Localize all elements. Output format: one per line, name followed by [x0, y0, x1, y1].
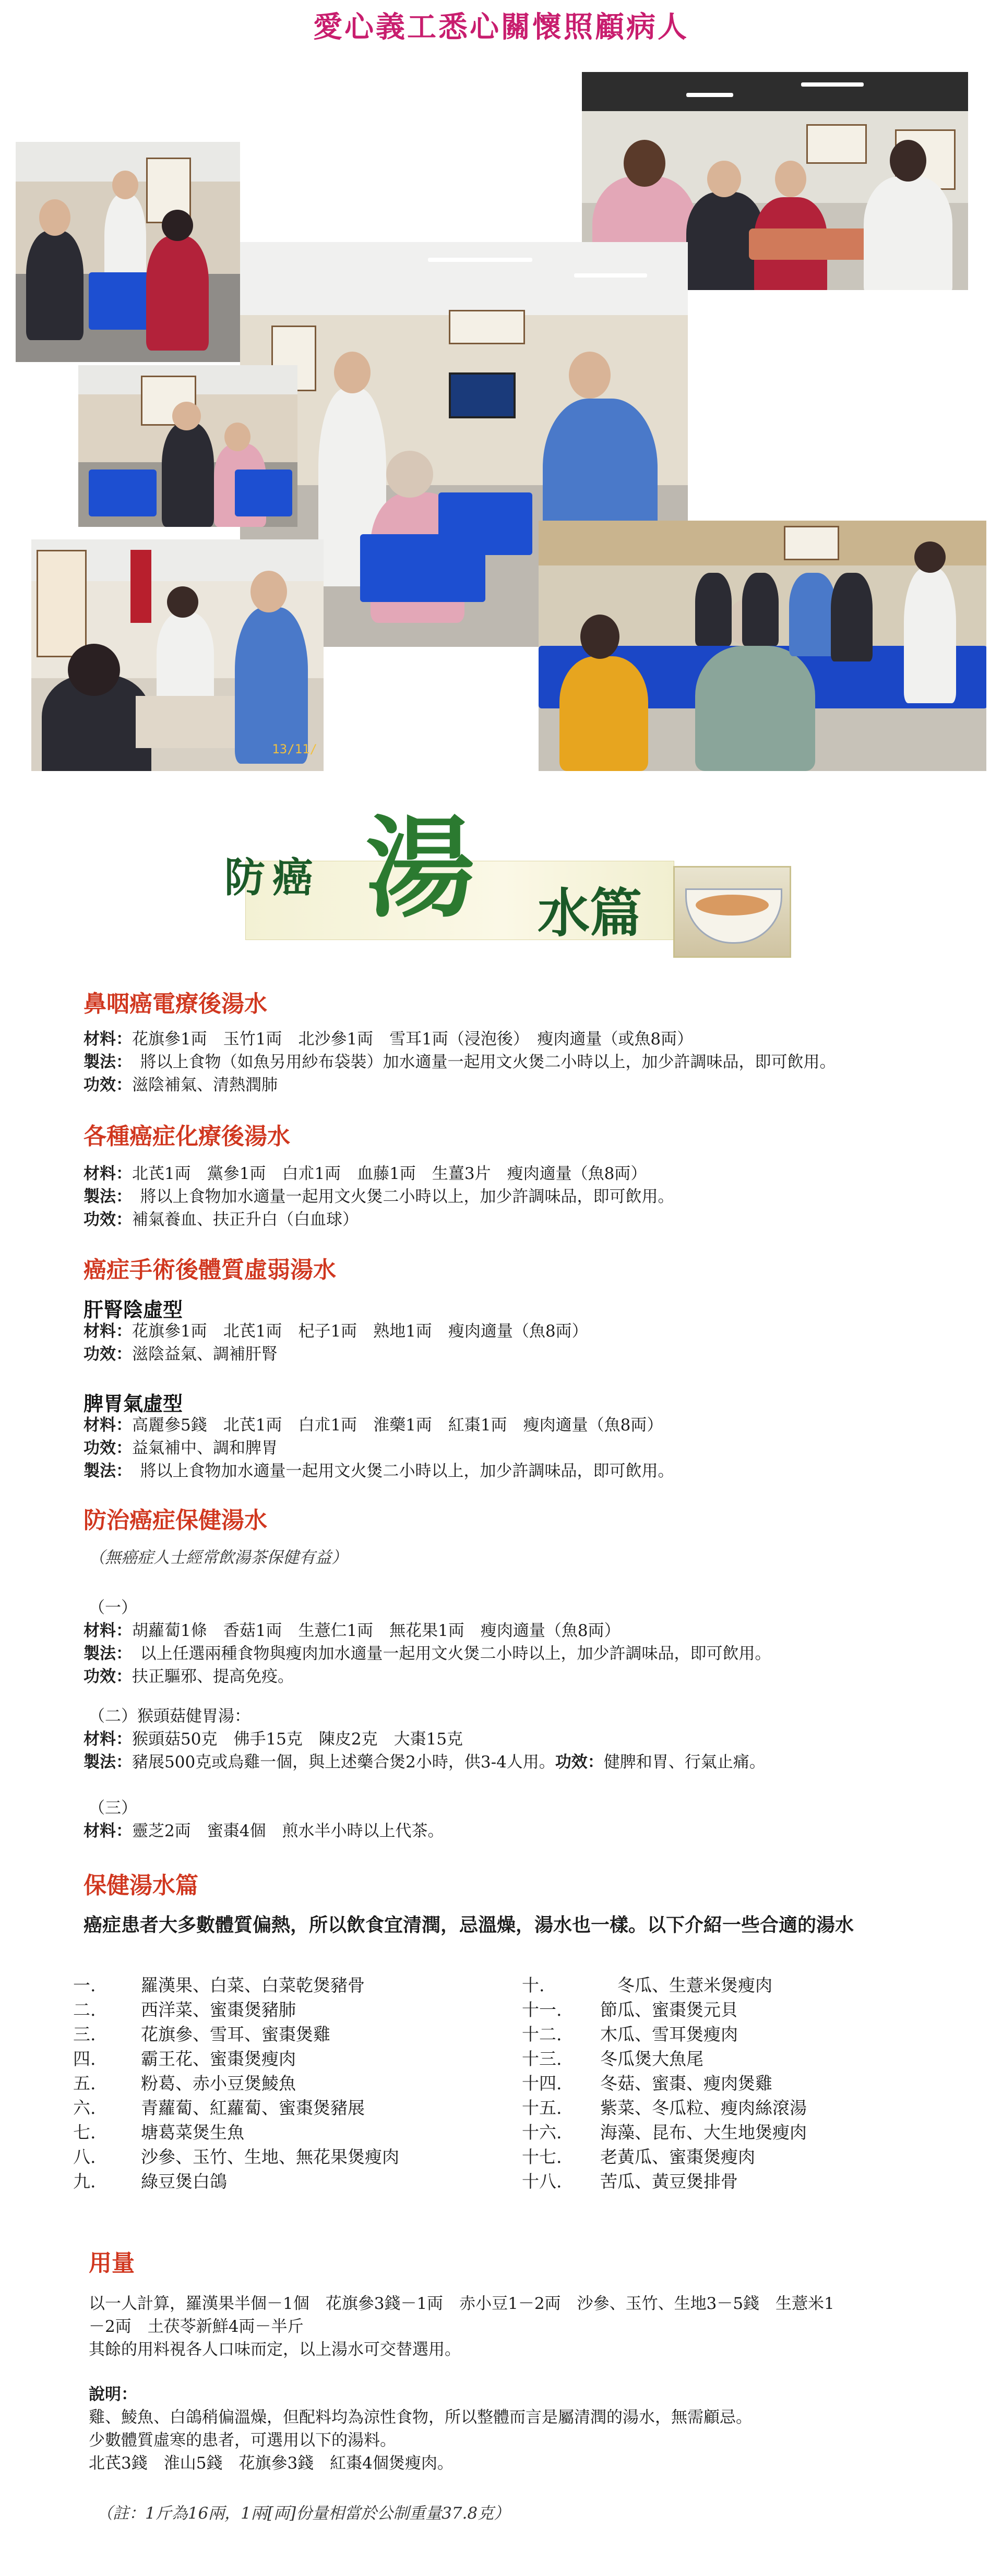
soup-item-number: 三.: [73, 2024, 96, 2044]
soup-item-text: 花旗參、雪耳、蜜棗煲雞: [141, 2024, 330, 2044]
soup-item-text: 冬菇、蜜棗、瘦肉煲雞: [600, 2073, 772, 2093]
soup-item: [73, 2120, 399, 2145]
soup-item-text: 冬瓜、生薏米煲瘦肉: [600, 1975, 772, 1995]
explain-line: 雞、鯪魚、白鴿稍偏溫燥，但配料均為涼性食物，所以整體而言是屬清潤的湯水，無需顧忌。: [89, 2408, 752, 2427]
soup-item-number: 七.: [73, 2122, 96, 2142]
footnote: （註：1斤為16兩，1兩[両]份量相當於公制重量37.8克）: [97, 2504, 510, 2523]
soup-item-number: 九.: [73, 2171, 96, 2192]
soup-item: [522, 2022, 807, 2047]
soup-item-number: 十.: [522, 1975, 545, 1995]
soup-item-text: 苦瓜、黃豆煲排骨: [600, 2171, 738, 2192]
subsection-heading: 脾胃氣虛型: [84, 1392, 183, 1415]
soup-item: [522, 2047, 807, 2071]
recipe-line: 功效：滋陰補氣、清熱潤肺: [84, 1076, 278, 1094]
part-title: （二）猴頭菇健胃湯：: [89, 1707, 250, 1726]
photo-ward-wheelchair: [16, 142, 240, 362]
soup-item-text: 羅漢果、白菜、白菜乾煲豬骨: [141, 1975, 365, 1995]
recipe-line: 製法： 將以上食物加水適量一起用文火煲二小時以上，加少許調味品，即可飲用。: [84, 1462, 674, 1480]
soup-item-text: 冬瓜煲大魚尾: [600, 2049, 703, 2069]
soup-list-right: [522, 1973, 807, 2194]
usage-line: 其餘的用料視各人口味而定，以上湯水可交替選用。: [89, 2340, 461, 2359]
soup-item: [522, 1997, 807, 2022]
recipe-line: 材料：花旗參1両 北芪1両 杞子1両 熟地1両 瘦肉適量（魚8両）: [84, 1322, 588, 1341]
soup-item-number: 十四.: [522, 2073, 562, 2093]
recipe-line: 材料：花旗參1両 玉竹1両 北沙參1両 雪耳1両（浸泡後） 瘦肉適量（或魚8両）: [84, 1030, 694, 1049]
soup-item-text: 霸王花、蜜棗煲瘦肉: [141, 2049, 296, 2069]
anticancer-soup-banner: [224, 804, 778, 949]
usage-line: 以一人計算，羅漢果半個－1個 花旗參3錢－1両 赤小豆1－2両 沙參、玉竹、生地3－5錢 生薏米1: [89, 2294, 834, 2313]
soup-item: [522, 2096, 807, 2120]
soup-item-number: 一.: [73, 1975, 96, 1995]
photo-waiting-room: [78, 365, 297, 527]
banner-word-chapter: 水篇: [538, 882, 642, 944]
recipe-line: 製法： 以上任選兩種食物與瘦肉加水適量一起用文火煲二小時以上，加少許調味品，即可飲用。: [84, 1644, 771, 1663]
soup-item-number: 十七.: [522, 2147, 562, 2167]
soup-item: [522, 2120, 807, 2145]
soup-item-text: 海藻、昆布、大生地煲瘦肉: [600, 2122, 807, 2142]
section-heading: 用量: [89, 2250, 135, 2277]
photo-date-stamp: 13/11/: [272, 742, 317, 756]
soup-item: [522, 2169, 807, 2194]
soup-item-text: 塘葛菜煲生魚: [141, 2122, 244, 2142]
soup-item-number: 十一.: [522, 2000, 562, 2020]
soup-list-left: [73, 1973, 399, 2194]
soup-item-number: 十三.: [522, 2049, 562, 2069]
soup-item-number: 五.: [73, 2073, 96, 2093]
recipe-line: 製法： 將以上食物加水適量一起用文火煲二小時以上，加少許調味品，即可飲用。: [84, 1187, 674, 1206]
soup-item-number: 八.: [73, 2147, 96, 2167]
soup-item-number: 六.: [73, 2098, 96, 2118]
recipe-line: 材料：靈芝2両 蜜棗4個 煎水半小時以上代茶。: [84, 1822, 444, 1840]
soup-item-text: 紫菜、冬瓜粒、瘦肉絲滾湯: [600, 2098, 807, 2118]
soup-item-number: 十五.: [522, 2098, 562, 2118]
soup-item: [73, 1997, 399, 2022]
section-heading: 保健湯水篇: [84, 1872, 198, 1899]
soup-item-text: 青蘿蔔、紅蘿蔔、蜜棗煲豬展: [141, 2098, 365, 2118]
section-heading: 防治癌症保健湯水: [84, 1507, 267, 1534]
recipe-line: 材料：高麗參5錢 北芪1両 白朮1両 淮藥1両 紅棗1両 瘦肉適量（魚8両）: [84, 1416, 663, 1435]
soup-item: [73, 2071, 399, 2096]
explain-line: 北芪3錢 淮山5錢 花旗參3錢 紅棗4個煲瘦肉。: [89, 2454, 454, 2473]
recipe-line: 功效：滋陰益氣、調補肝腎: [84, 1345, 278, 1364]
soup-item-text: 西洋菜、蜜棗煲豬肺: [141, 2000, 296, 2020]
soup-item-text: 節瓜、蜜棗煲元貝: [600, 2000, 738, 2020]
page-title: 愛心義工悉心關懷照顧病人: [313, 10, 689, 44]
soup-item-number: 十八.: [522, 2171, 562, 2192]
recipe-line: 功效：扶正驅邪、提高免疫。: [84, 1667, 294, 1686]
soup-item: [73, 1973, 399, 1997]
health-intro: 癌症患者大多數體質偏熱，所以飲食宜清潤，忌溫燥，湯水也一樣。以下介紹一些合適的湯水: [84, 1915, 854, 1936]
soup-item-text: 木瓜、雪耳煲瘦肉: [600, 2024, 738, 2044]
soup-item: [73, 2047, 399, 2071]
explain-label: 說明：: [89, 2385, 137, 2404]
subsection-heading: 肝腎陰虛型: [84, 1298, 183, 1321]
recipe-line: 製法： 將以上食物（如魚另用紗布袋裝）加水適量一起用文火煲二小時以上，加少許調味品，即可飲用。: [84, 1053, 836, 1072]
part-title: （三）: [89, 1799, 137, 1817]
usage-line: －2両 土茯苓新鮮4両－半斤: [89, 2317, 304, 2336]
recipe-line: 材料：胡蘿蔔1條 香菇1両 生薏仁1両 無花果1両 瘦肉適量（魚8両）: [84, 1621, 621, 1640]
soup-item-number: 十六.: [522, 2122, 562, 2142]
recipe-line: 製法：豬展500克或烏雞一個，與上述藥合煲2小時，供3-4人用。功效：健脾和胃、行氣止痛。: [84, 1753, 766, 1772]
explain-line: 少數體質虛寒的患者，可選用以下的湯料。: [89, 2431, 396, 2450]
section-heading: 癌症手術後體質虛弱湯水: [84, 1257, 336, 1283]
recipe-line: 功效：補氣養血、扶正升白（白血球）: [84, 1210, 359, 1229]
part-title: （一）: [89, 1598, 137, 1617]
soup-item-number: 四.: [73, 2049, 96, 2069]
soup-bowl-image: [673, 866, 791, 958]
photo-registration-desk: [31, 539, 324, 771]
recipe-line: 材料：北芪1両 黨參1両 白朮1両 血藤1両 生薑3片 瘦肉適量（魚8両）: [84, 1164, 647, 1183]
soup-item: [522, 1973, 807, 1997]
section-note: （無癌症人士經常飲湯茶保健有益）: [89, 1548, 348, 1567]
soup-item-text: 綠豆煲白鴿: [141, 2171, 227, 2192]
soup-item: [73, 2169, 399, 2194]
section-heading: 各種癌症化療後湯水: [84, 1123, 290, 1150]
soup-item-text: 粉葛、赤小豆煲鯪魚: [141, 2073, 296, 2093]
soup-item: [73, 2096, 399, 2120]
recipe-line: 功效：益氣補中、調和脾胃: [84, 1439, 278, 1458]
banner-word-soup: 湯: [365, 804, 475, 933]
soup-item: [73, 2022, 399, 2047]
soup-item: [73, 2145, 399, 2169]
photo-volunteers-seated: [539, 521, 986, 771]
soup-item-number: 十二.: [522, 2024, 562, 2044]
soup-item: [522, 2071, 807, 2096]
soup-item-text: 沙參、玉竹、生地、無花果煲瘦肉: [141, 2147, 399, 2167]
section-heading: 鼻咽癌電療後湯水: [84, 991, 267, 1017]
banner-word-anticancer: 防癌: [224, 854, 321, 901]
soup-item-number: 二.: [73, 2000, 96, 2020]
soup-item: [522, 2145, 807, 2169]
recipe-line: 材料：猴頭菇50克 佛手15克 陳皮2克 大棗15克: [84, 1730, 463, 1749]
soup-item-text: 老黃瓜、蜜棗煲瘦肉: [600, 2147, 755, 2167]
